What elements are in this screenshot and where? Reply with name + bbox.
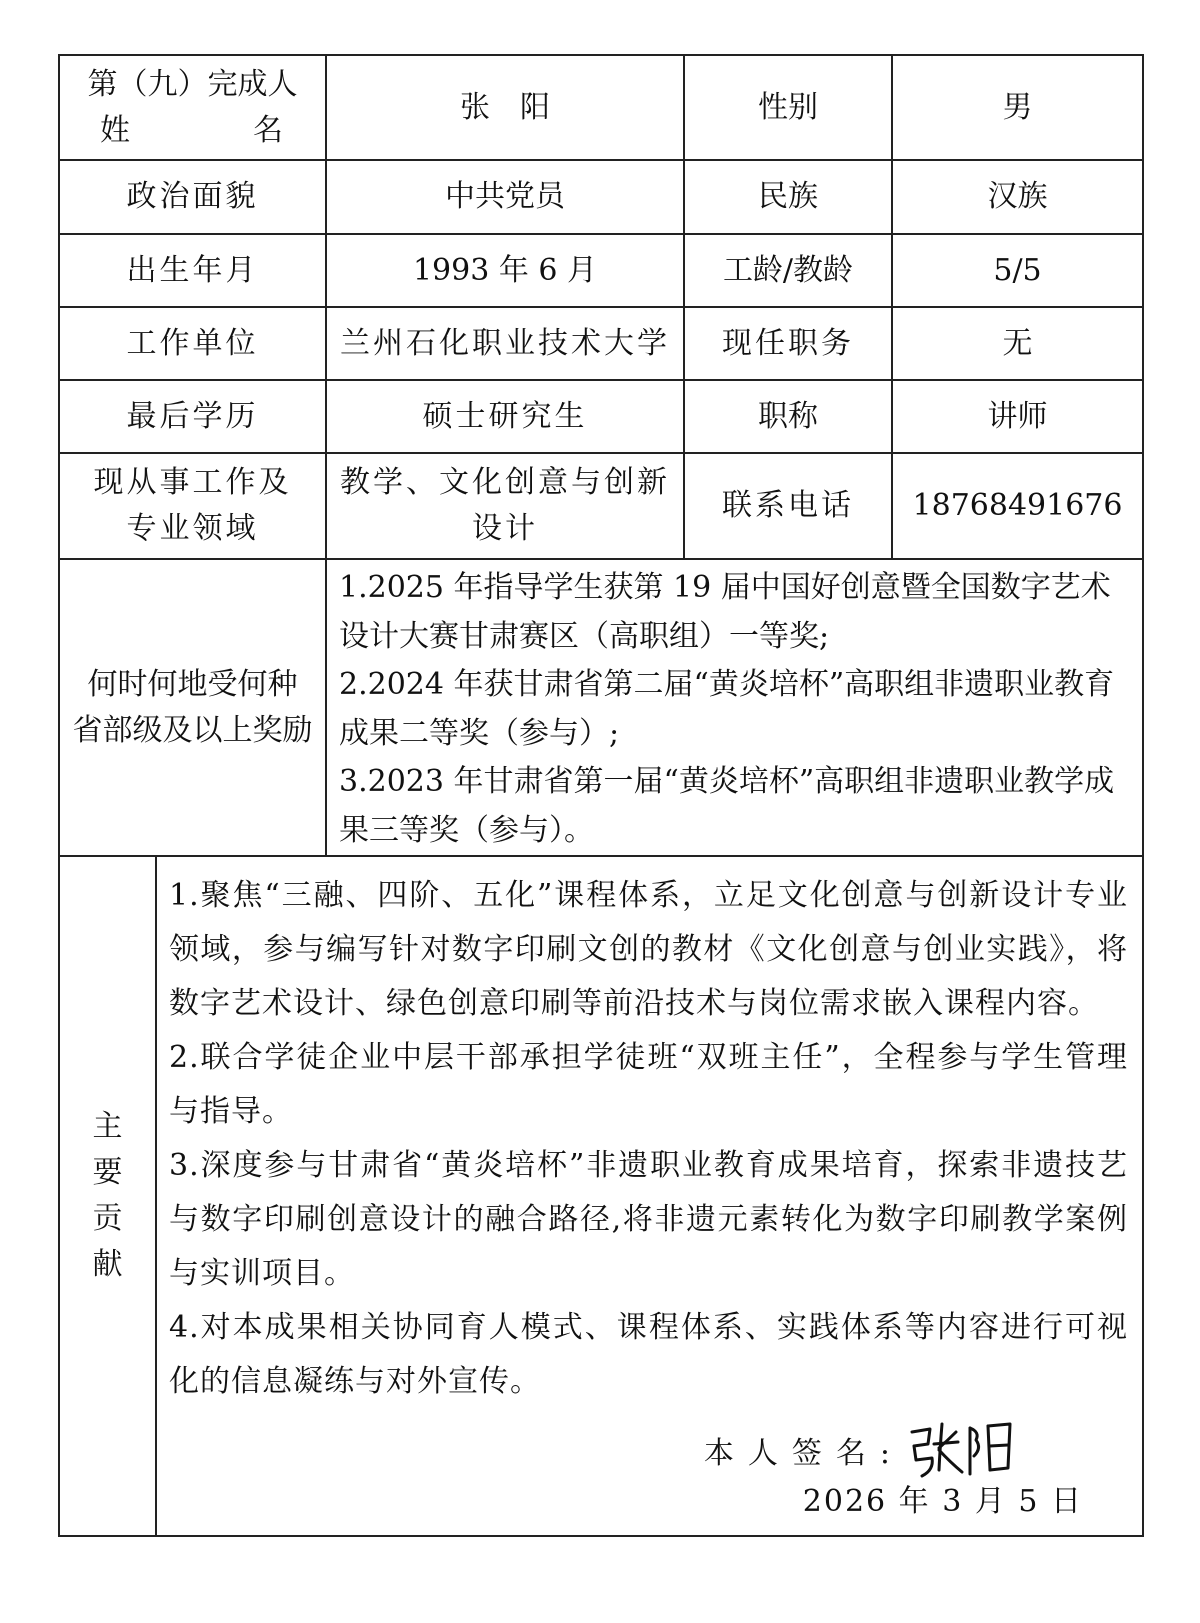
name-label-char-2: 名: [253, 112, 283, 148]
contributions-label-char: 贡: [92, 1201, 123, 1236]
birth-value: 1993 年 6 月: [326, 234, 684, 307]
contribution-item: 3.深度参与甘肃省“黄炎培杯”非遗职业教育成果培育，探索非遗技艺与数字印刷创意设计的融合路径,将非遗元素转化为数字印刷教学案例与实训项目。: [169, 1148, 1128, 1291]
contribution-item: 4.对本成果相关协同育人模式、课程体系、实践体系等内容进行可视化的信息凝练与对外宣传。: [169, 1310, 1128, 1399]
title-label: 职称: [684, 380, 892, 453]
name-label-line1: 第（九）完成人: [87, 66, 298, 102]
phone-value: 18768491676: [892, 453, 1143, 559]
contributions-label-char: 主: [92, 1109, 123, 1144]
field-label-line2: 专业领域: [126, 511, 259, 546]
seniority-label: 工龄/教龄: [684, 234, 892, 307]
awards-label: [59, 559, 326, 856]
birth-label: 出生年月: [59, 234, 326, 307]
field-label-line1: 现从事工作及: [93, 465, 292, 500]
contributions-label-char: 献: [92, 1247, 123, 1282]
row-contributions: [59, 856, 1143, 1536]
name-label-char-1: 姓: [100, 112, 130, 148]
personnel-form-table: [58, 54, 1144, 1537]
ethnicity-value: 汉族: [892, 160, 1143, 234]
gender-label: 性别: [684, 55, 892, 160]
award-item: 2.2024 年获甘肃省第二届“黄炎培杯”高职组非遗职业教育成果二等奖（参与）;: [339, 667, 1115, 751]
field-value-line1: 教学、文化创意与创新: [340, 465, 670, 500]
field-value: [326, 453, 684, 559]
row-name: [59, 55, 1143, 160]
awards-label-line1: 何时何地受何种: [87, 666, 298, 702]
awards-label-line2: 省部级及以上奖励: [72, 712, 313, 748]
education-label: 最后学历: [59, 380, 326, 453]
position-label: 现任职务: [684, 307, 892, 380]
name-label-cell: [59, 55, 326, 160]
row-politics: [59, 160, 1143, 234]
name-value: 张 阳: [326, 55, 684, 160]
signature-row: [169, 1427, 1128, 1481]
row-birth: [59, 234, 1143, 307]
field-label: [59, 453, 326, 559]
title-value: 讲师: [892, 380, 1143, 453]
employer-label: 工作单位: [59, 307, 326, 380]
handwritten-signature: [906, 1418, 1018, 1480]
field-value-line2: 设计: [472, 511, 538, 546]
education-value: 硕士研究生: [326, 380, 684, 453]
award-item: 1.2025 年指导学生获第 19 届中国好创意暨全国数字艺术设计大赛甘肃赛区（高职组）一等奖;: [339, 570, 1111, 654]
ethnicity-label: 民族: [684, 160, 892, 234]
row-field: [59, 453, 1143, 559]
politics-label: 政治面貌: [59, 160, 326, 234]
row-employer: [59, 307, 1143, 380]
signature-date: 2026 年 3 月 5 日: [802, 1484, 1083, 1519]
seniority-value: 5/5: [892, 234, 1143, 307]
contribution-item: 2.联合学徒企业中层干部承担学徒班“双班主任”，全程参与学生管理与指导。: [169, 1040, 1128, 1129]
gender-value: 男: [892, 55, 1143, 160]
contributions-label-char: 要: [92, 1155, 123, 1190]
contributions-body: [156, 856, 1143, 1536]
contributions-label: [59, 856, 156, 1536]
row-education: [59, 380, 1143, 453]
position-value: 无: [892, 307, 1143, 380]
employer-value: 兰州石化职业技术大学: [326, 307, 684, 380]
row-awards: [59, 559, 1143, 856]
contribution-item: 1.聚焦“三融、四阶、五化”课程体系，立足文化创意与创新设计专业领域，参与编写针对数字印刷文创的教材《文化创意与创业实践》，将数字艺术设计、绿色创意印刷等前沿技术与岗位需求嵌入课程内容。: [169, 878, 1128, 1021]
phone-label: 联系电话: [684, 453, 892, 559]
awards-list: [326, 559, 1143, 856]
signature-label: 本人签名:: [703, 1436, 904, 1471]
politics-value: 中共党员: [326, 160, 684, 234]
name-label-line2: [60, 108, 325, 154]
award-item: 3.2023 年甘肃省第一届“黄炎培杯”高职组非遗职业教学成果三等奖（参与）。: [339, 764, 1115, 848]
